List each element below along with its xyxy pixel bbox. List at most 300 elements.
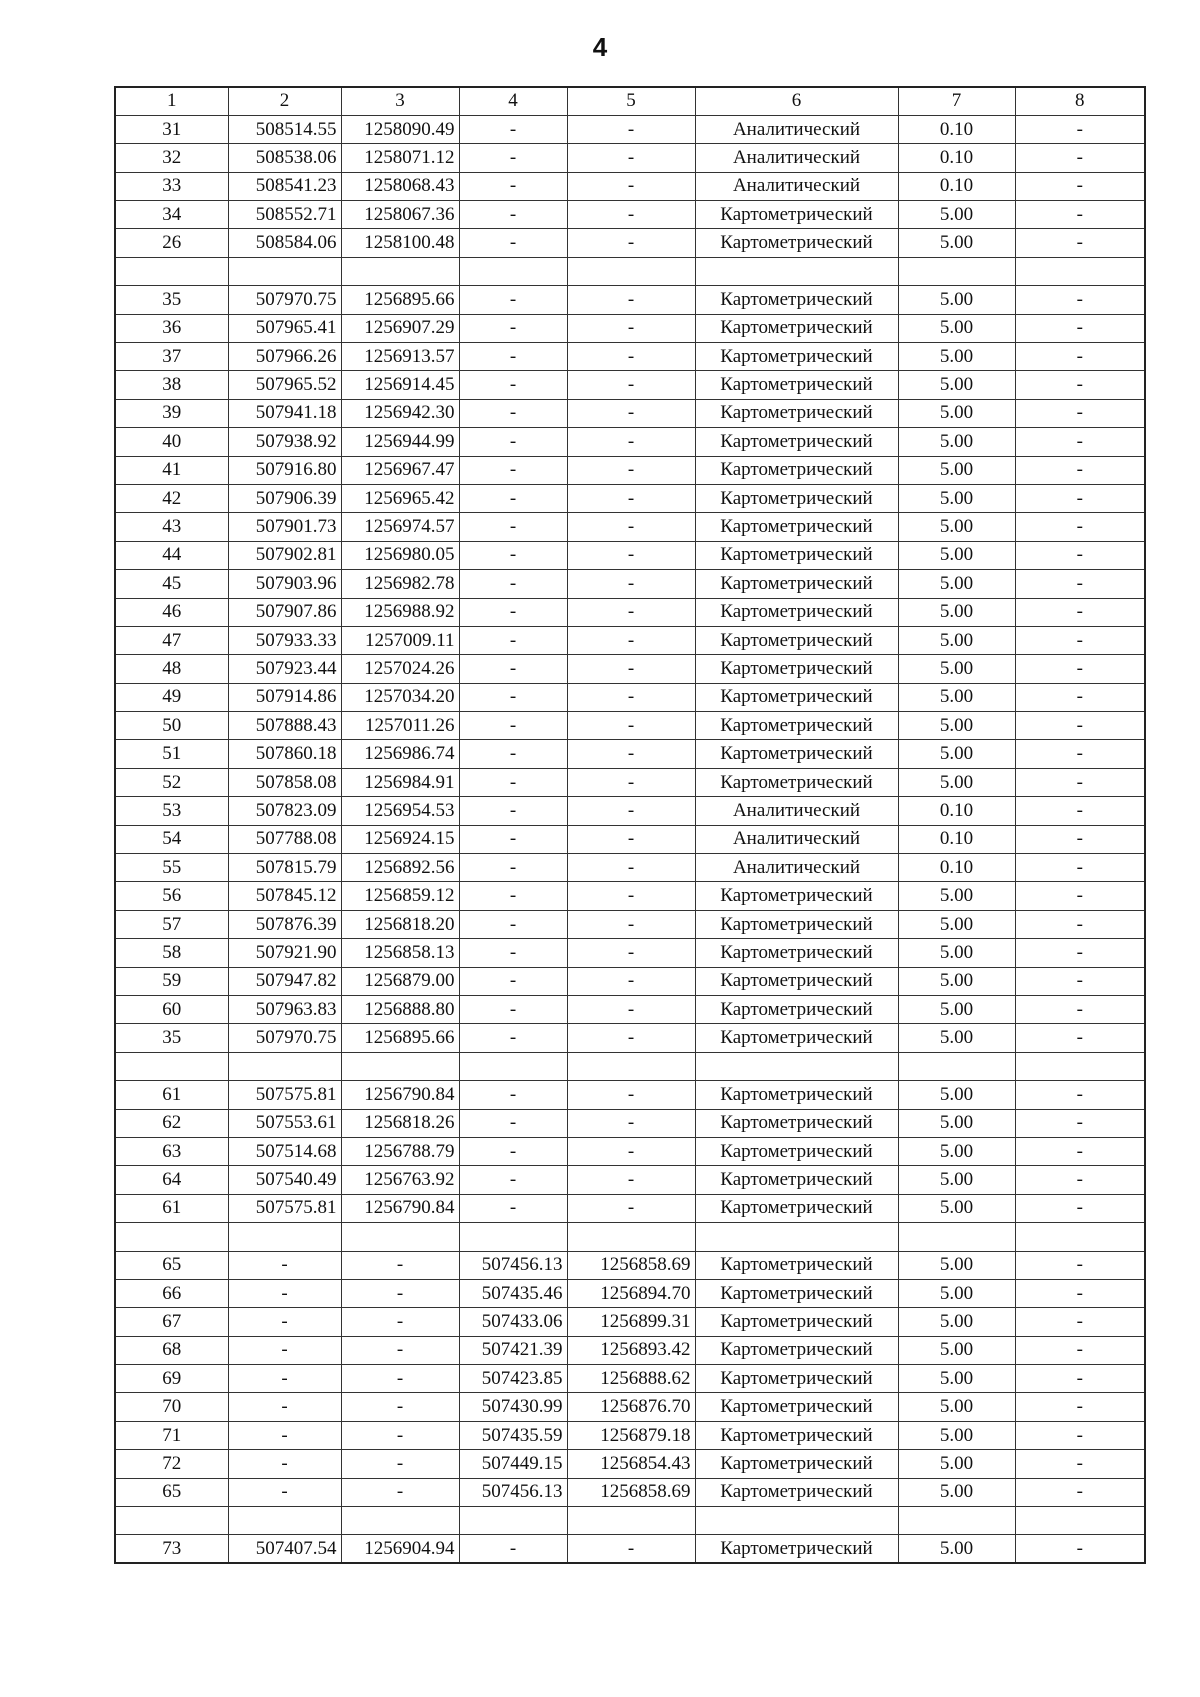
table-cell: 60: [115, 996, 228, 1024]
table-cell: -: [341, 1478, 459, 1506]
table-cell: -: [459, 854, 567, 882]
table-cell: [228, 1507, 341, 1535]
table-row: [115, 428, 1145, 456]
table-row: [115, 513, 1145, 541]
table-cell: -: [228, 1421, 341, 1449]
table-cell: -: [567, 1081, 695, 1109]
table-cell: -: [567, 626, 695, 654]
table-cell: 64: [115, 1166, 228, 1194]
table-cell: -: [567, 683, 695, 711]
table-cell: 1256980.05: [341, 541, 459, 569]
table-cell: 1256988.92: [341, 598, 459, 626]
table-cell: -: [567, 399, 695, 427]
table-cell: -: [459, 513, 567, 541]
column-header: 4: [459, 87, 567, 115]
table-cell: 5.00: [898, 683, 1015, 711]
table-cell: Картометрический: [695, 939, 898, 967]
table-cell: 39: [115, 399, 228, 427]
table-row: [115, 1421, 1145, 1449]
table-row: [115, 286, 1145, 314]
table-cell: 46: [115, 598, 228, 626]
table-cell: Картометрический: [695, 428, 898, 456]
table-cell: 1256888.80: [341, 996, 459, 1024]
table-cell: -: [1015, 115, 1145, 143]
table-cell: 41: [115, 456, 228, 484]
table-cell: 1256892.56: [341, 854, 459, 882]
table-row: [115, 939, 1145, 967]
table-cell: 1256859.12: [341, 882, 459, 910]
table-cell: 5.00: [898, 626, 1015, 654]
table-cell: -: [1015, 1137, 1145, 1165]
table-cell: -: [459, 115, 567, 143]
table-cell: 5.00: [898, 371, 1015, 399]
table-cell: -: [459, 144, 567, 172]
table-cell: Картометрический: [695, 286, 898, 314]
table-cell: [898, 1052, 1015, 1080]
table-cell: Картометрический: [695, 626, 898, 654]
table-cell: 40: [115, 428, 228, 456]
table-cell: 1256982.78: [341, 570, 459, 598]
table-row: [115, 910, 1145, 938]
table-cell: -: [341, 1279, 459, 1307]
table-cell: 5.00: [898, 456, 1015, 484]
table-cell: 5.00: [898, 598, 1015, 626]
table-cell: 1256974.57: [341, 513, 459, 541]
table-cell: -: [1015, 1450, 1145, 1478]
table-cell: 507938.92: [228, 428, 341, 456]
table-cell: 508514.55: [228, 115, 341, 143]
table-cell: -: [1015, 541, 1145, 569]
table-cell: 507858.08: [228, 768, 341, 796]
column-header: 5: [567, 87, 695, 115]
table-row: [115, 825, 1145, 853]
table-cell: [567, 257, 695, 285]
table-separator-row: [115, 1223, 1145, 1251]
table-cell: 507540.49: [228, 1166, 341, 1194]
table-cell: 507970.75: [228, 1024, 341, 1052]
table-cell: -: [1015, 1109, 1145, 1137]
table-cell: Картометрический: [695, 1109, 898, 1137]
table-cell: -: [459, 1194, 567, 1222]
table-cell: -: [228, 1336, 341, 1364]
table-cell: -: [1015, 1393, 1145, 1421]
column-header: 8: [1015, 87, 1145, 115]
table-cell: 507916.80: [228, 456, 341, 484]
table-cell: 507421.39: [459, 1336, 567, 1364]
table-cell: -: [228, 1450, 341, 1478]
table-row: [115, 768, 1145, 796]
table-cell: 507923.44: [228, 655, 341, 683]
table-cell: -: [1015, 1308, 1145, 1336]
table-cell: -: [1015, 1251, 1145, 1279]
table-row: [115, 1365, 1145, 1393]
table-cell: -: [1015, 399, 1145, 427]
table-cell: -: [459, 1109, 567, 1137]
table-separator-row: [115, 257, 1145, 285]
table-cell: 507876.39: [228, 910, 341, 938]
table-cell: 507903.96: [228, 570, 341, 598]
table-cell: Картометрический: [695, 740, 898, 768]
table-cell: -: [459, 626, 567, 654]
table-cell: [898, 257, 1015, 285]
table-cell: Картометрический: [695, 683, 898, 711]
table-cell: 1256879.00: [341, 967, 459, 995]
table-cell: -: [567, 456, 695, 484]
table-cell: -: [1015, 371, 1145, 399]
table-cell: -: [567, 314, 695, 342]
table-cell: Картометрический: [695, 314, 898, 342]
table-cell: -: [459, 172, 567, 200]
table-cell: -: [459, 1166, 567, 1194]
table-row: [115, 712, 1145, 740]
table-cell: 507430.99: [459, 1393, 567, 1421]
table-row: [115, 967, 1145, 995]
table-cell: -: [567, 286, 695, 314]
table-cell: 5.00: [898, 1365, 1015, 1393]
table-cell: -: [1015, 1421, 1145, 1449]
table-cell: 507906.39: [228, 484, 341, 512]
table-cell: Картометрический: [695, 1421, 898, 1449]
table-cell: 5.00: [898, 712, 1015, 740]
table-cell: 1256888.62: [567, 1365, 695, 1393]
table-cell: 1256854.43: [567, 1450, 695, 1478]
table-cell: -: [1015, 428, 1145, 456]
table-cell: 1256876.70: [567, 1393, 695, 1421]
table-cell: Картометрический: [695, 598, 898, 626]
table-cell: 507423.85: [459, 1365, 567, 1393]
table-cell: [695, 1052, 898, 1080]
table-cell: -: [341, 1251, 459, 1279]
table-row: [115, 1166, 1145, 1194]
table-cell: 5.00: [898, 882, 1015, 910]
table-cell: 508538.06: [228, 144, 341, 172]
table-cell: -: [567, 570, 695, 598]
table-cell: 5.00: [898, 1535, 1015, 1563]
table-cell: [341, 1052, 459, 1080]
column-header: 1: [115, 87, 228, 115]
table-cell: -: [567, 854, 695, 882]
table-cell: 5.00: [898, 1279, 1015, 1307]
table-cell: -: [341, 1450, 459, 1478]
table-cell: 55: [115, 854, 228, 882]
table-cell: [115, 1052, 228, 1080]
table-cell: 507433.06: [459, 1308, 567, 1336]
table-cell: -: [1015, 882, 1145, 910]
table-cell: -: [567, 598, 695, 626]
table-row: [115, 201, 1145, 229]
table-cell: -: [1015, 456, 1145, 484]
table-cell: 507449.15: [459, 1450, 567, 1478]
table-cell: 5.00: [898, 513, 1015, 541]
table-cell: 5.00: [898, 484, 1015, 512]
table-cell: -: [228, 1251, 341, 1279]
table-cell: 507845.12: [228, 882, 341, 910]
table-cell: 1258071.12: [341, 144, 459, 172]
table-cell: Аналитический: [695, 854, 898, 882]
table-cell: Картометрический: [695, 712, 898, 740]
table-cell: 1257009.11: [341, 626, 459, 654]
table-cell: -: [459, 1081, 567, 1109]
table-row: [115, 371, 1145, 399]
table-cell: 48: [115, 655, 228, 683]
table-cell: -: [567, 541, 695, 569]
table-cell: Картометрический: [695, 570, 898, 598]
table-cell: Картометрический: [695, 1450, 898, 1478]
table-cell: 1256894.70: [567, 1279, 695, 1307]
table-cell: 1256790.84: [341, 1194, 459, 1222]
table-cell: -: [459, 939, 567, 967]
table-cell: -: [567, 144, 695, 172]
table-cell: -: [459, 882, 567, 910]
table-cell: -: [1015, 201, 1145, 229]
table-cell: 1256895.66: [341, 1024, 459, 1052]
table-cell: 1258100.48: [341, 229, 459, 257]
table-cell: -: [341, 1421, 459, 1449]
table-cell: 1256818.20: [341, 910, 459, 938]
table-cell: -: [228, 1365, 341, 1393]
table-cell: Картометрический: [695, 399, 898, 427]
table-cell: 1256899.31: [567, 1308, 695, 1336]
table-cell: 54: [115, 825, 228, 853]
table-cell: -: [1015, 144, 1145, 172]
table-cell: 1256788.79: [341, 1137, 459, 1165]
table-cell: 71: [115, 1421, 228, 1449]
table-cell: Картометрический: [695, 484, 898, 512]
table-cell: 1256924.15: [341, 825, 459, 853]
table-row: [115, 1081, 1145, 1109]
table-cell: 56: [115, 882, 228, 910]
table-cell: Картометрический: [695, 967, 898, 995]
table-cell: 38: [115, 371, 228, 399]
table-separator-row: [115, 1507, 1145, 1535]
table-cell: -: [1015, 854, 1145, 882]
table-row: [115, 655, 1145, 683]
table-cell: Картометрический: [695, 996, 898, 1024]
table-cell: -: [459, 1535, 567, 1563]
table-cell: 50: [115, 712, 228, 740]
table-cell: -: [1015, 1478, 1145, 1506]
table-cell: 5.00: [898, 1166, 1015, 1194]
table-row: [115, 399, 1145, 427]
table-cell: 5.00: [898, 996, 1015, 1024]
table-cell: -: [1015, 1279, 1145, 1307]
table-cell: 0.10: [898, 797, 1015, 825]
table-cell: 52: [115, 768, 228, 796]
table-cell: 5.00: [898, 1081, 1015, 1109]
table-row: [115, 882, 1145, 910]
table-body: [115, 87, 1145, 1563]
table-row: [115, 1450, 1145, 1478]
table-cell: 507965.52: [228, 371, 341, 399]
table-cell: 507435.46: [459, 1279, 567, 1307]
table-cell: Картометрический: [695, 201, 898, 229]
table-row: [115, 797, 1145, 825]
table-cell: 1258067.36: [341, 201, 459, 229]
table-cell: -: [459, 712, 567, 740]
column-header: 3: [341, 87, 459, 115]
table-row: [115, 1478, 1145, 1506]
table-cell: [567, 1052, 695, 1080]
table-cell: 67: [115, 1308, 228, 1336]
table-cell: -: [567, 939, 695, 967]
table-cell: -: [567, 1024, 695, 1052]
table-cell: 1256944.99: [341, 428, 459, 456]
table-cell: -: [567, 825, 695, 853]
table-row: [115, 854, 1145, 882]
table-cell: -: [459, 1137, 567, 1165]
table-row: [115, 144, 1145, 172]
table-cell: Картометрический: [695, 513, 898, 541]
table-cell: [341, 257, 459, 285]
table-row: [115, 115, 1145, 143]
table-cell: [459, 1052, 567, 1080]
table-cell: -: [1015, 655, 1145, 683]
table-cell: -: [459, 910, 567, 938]
table-cell: -: [567, 1137, 695, 1165]
table-cell: 63: [115, 1137, 228, 1165]
table-cell: 37: [115, 343, 228, 371]
table-cell: -: [567, 882, 695, 910]
table-cell: -: [459, 1024, 567, 1052]
coordinates-table: [114, 86, 1146, 1564]
table-cell: [695, 1223, 898, 1251]
table-cell: [1015, 1052, 1145, 1080]
table-cell: 1256942.30: [341, 399, 459, 427]
table-cell: 5.00: [898, 1478, 1015, 1506]
table-cell: -: [1015, 598, 1145, 626]
table-cell: [567, 1223, 695, 1251]
table-cell: 45: [115, 570, 228, 598]
column-header: 7: [898, 87, 1015, 115]
table-cell: 5.00: [898, 1336, 1015, 1364]
table-cell: 507456.13: [459, 1251, 567, 1279]
table-cell: [115, 257, 228, 285]
table-cell: 507456.13: [459, 1478, 567, 1506]
table-cell: [459, 257, 567, 285]
table-cell: 5.00: [898, 229, 1015, 257]
table-cell: 507947.82: [228, 967, 341, 995]
table-cell: 507902.81: [228, 541, 341, 569]
table-cell: -: [1015, 1194, 1145, 1222]
table-cell: -: [459, 797, 567, 825]
table-row: [115, 1024, 1145, 1052]
table-cell: 58: [115, 939, 228, 967]
table-cell: -: [1015, 343, 1145, 371]
table-cell: 5.00: [898, 541, 1015, 569]
table-cell: 1256858.13: [341, 939, 459, 967]
table-cell: 5.00: [898, 1421, 1015, 1449]
table-cell: -: [459, 570, 567, 598]
table-cell: -: [567, 1535, 695, 1563]
table-cell: 5.00: [898, 1251, 1015, 1279]
table-row: [115, 1137, 1145, 1165]
table-cell: -: [228, 1478, 341, 1506]
table-cell: 69: [115, 1365, 228, 1393]
table-cell: -: [459, 286, 567, 314]
table-cell: Картометрический: [695, 655, 898, 683]
table-cell: [459, 1223, 567, 1251]
table-cell: 1258090.49: [341, 115, 459, 143]
table-cell: 36: [115, 314, 228, 342]
table-cell: 5.00: [898, 1109, 1015, 1137]
table-cell: Картометрический: [695, 882, 898, 910]
table-cell: [228, 257, 341, 285]
table-cell: 1256914.45: [341, 371, 459, 399]
table-cell: -: [567, 371, 695, 399]
table-row: [115, 683, 1145, 711]
table-row: [115, 1308, 1145, 1336]
table-cell: [459, 1507, 567, 1535]
table-cell: -: [567, 712, 695, 740]
table-cell: -: [1015, 939, 1145, 967]
table-cell: [341, 1507, 459, 1535]
table-cell: -: [228, 1279, 341, 1307]
table-cell: 59: [115, 967, 228, 995]
table-cell: Картометрический: [695, 1251, 898, 1279]
table-cell: 1256879.18: [567, 1421, 695, 1449]
table-cell: -: [1015, 797, 1145, 825]
table-cell: 35: [115, 286, 228, 314]
table-row: [115, 172, 1145, 200]
table-cell: -: [567, 343, 695, 371]
table-cell: -: [567, 768, 695, 796]
table-row: [115, 570, 1145, 598]
table-cell: 35: [115, 1024, 228, 1052]
table-cell: 1257034.20: [341, 683, 459, 711]
table-row: [115, 343, 1145, 371]
table-cell: 1257011.26: [341, 712, 459, 740]
table-cell: -: [1015, 513, 1145, 541]
table-cell: 5.00: [898, 428, 1015, 456]
table-cell: -: [459, 343, 567, 371]
table-cell: -: [1015, 1336, 1145, 1364]
table-row: [115, 456, 1145, 484]
table-cell: 31: [115, 115, 228, 143]
table-cell: 5.00: [898, 343, 1015, 371]
table-cell: 5.00: [898, 1137, 1015, 1165]
table-row: [115, 314, 1145, 342]
table-cell: 5.00: [898, 939, 1015, 967]
table-cell: [695, 1507, 898, 1535]
table-cell: 507860.18: [228, 740, 341, 768]
page-number: 4: [592, 32, 608, 62]
table-cell: 507966.26: [228, 343, 341, 371]
table-cell: -: [459, 484, 567, 512]
table-cell: -: [567, 201, 695, 229]
table-cell: 507823.09: [228, 797, 341, 825]
table-cell: 1256790.84: [341, 1081, 459, 1109]
table-row: [115, 1393, 1145, 1421]
table-cell: 1256954.53: [341, 797, 459, 825]
table-cell: Картометрический: [695, 1137, 898, 1165]
table-cell: 507970.75: [228, 286, 341, 314]
table-cell: -: [459, 598, 567, 626]
table-row: [115, 626, 1145, 654]
table-cell: -: [341, 1308, 459, 1336]
table-cell: -: [567, 1109, 695, 1137]
table-cell: 43: [115, 513, 228, 541]
table-cell: Картометрический: [695, 1081, 898, 1109]
table-cell: 5.00: [898, 768, 1015, 796]
table-cell: -: [1015, 910, 1145, 938]
table-row: [115, 996, 1145, 1024]
table-cell: 507435.59: [459, 1421, 567, 1449]
table-cell: -: [567, 655, 695, 683]
table-cell: -: [1015, 1166, 1145, 1194]
table-cell: 47: [115, 626, 228, 654]
table-cell: -: [1015, 683, 1145, 711]
table-cell: -: [459, 683, 567, 711]
